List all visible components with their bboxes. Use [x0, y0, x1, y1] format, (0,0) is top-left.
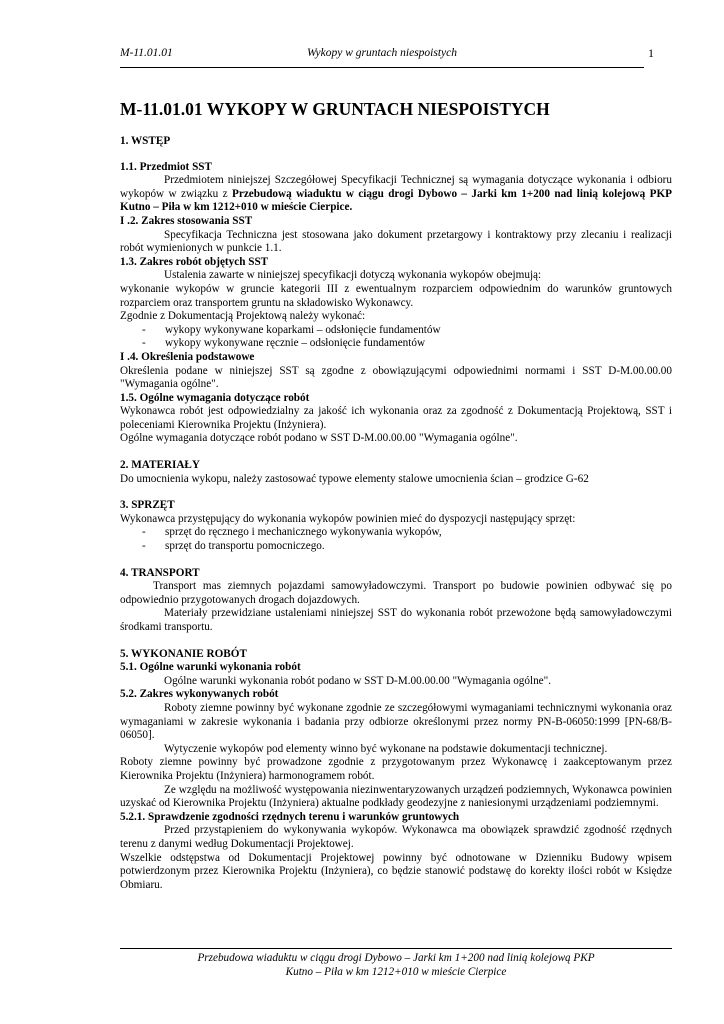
section-heading: 2. MATERIAŁY — [120, 459, 200, 472]
document-title: M-11.01.01 WYKOPY W GRUNTACH NIESPOISTYCH — [120, 99, 550, 119]
list-item-text: wykopy wykonywane ręcznie – odsłonięcie fundamentów — [165, 337, 426, 350]
subsection-heading: I .4. Określenia podstawowe — [120, 350, 255, 363]
page-number: 1 — [648, 46, 654, 60]
footer-line: Kutno – Piła w km 1212+010 w mieście Cierpice — [285, 966, 507, 978]
paragraph: Przed przystąpieniem do wykonywania wykopów. Wykonawca ma obowiązek sprawdzić zgodność rzędnych terenu z danymi według Dokumentacji Projektowej. — [120, 824, 672, 850]
paragraph: Określenia podane w niniejszej SST są zgodne z obowiązującymi odpowiednimi normami i SST D-M.00.00.00 "Wymagania ogólne". — [120, 364, 672, 391]
paragraph: Roboty ziemne powinny być prowadzone zgodnie z przygotowanym przez Wykonawcę i zaakceptowanym przez Kierownika Projektu (Inżyniera) harmonogramem robót. — [120, 756, 672, 782]
section-heading: 3. SPRZĘT — [120, 499, 175, 512]
paragraph: Materiały przewidziane ustaleniami niniejszej SST do wykonania robót przewożone będą samowyładowczymi środkami transportu. — [120, 607, 672, 633]
subsection-heading: 1.1. Przedmiot SST — [120, 160, 212, 173]
list-item: - wykopy wykonywane koparkami – odsłonięcie fundamentów — [142, 323, 441, 336]
list-item-text: sprzęt do transportu pomocniczego. — [165, 540, 325, 553]
paragraph: Do umocnienia wykopu, należy zastosować typowe elementy stalowe umocnienia ścian – grodzice G-62 — [120, 472, 589, 485]
list-item: - sprzęt do transportu pomocniczego. — [142, 540, 325, 553]
document-body — [120, 98, 672, 892]
list-item-text: wykopy wykonywane koparkami – odsłonięcie fundamentów — [165, 323, 441, 336]
list-item: - wykopy wykonywane ręcznie – odsłonięcie fundamentów — [142, 337, 426, 350]
paragraph: Wykonawca przystępujący do wykonania wykopów powinien mieć do dyspozycji następujący sprzęt: — [120, 512, 576, 525]
subsection-heading: 5.2. Zakres wykonywanych robót — [120, 688, 279, 701]
header-code: M-11.01.01 — [120, 47, 173, 59]
section-heading: 5. WYKONANIE ROBÓT — [120, 647, 247, 660]
page-footer — [120, 951, 672, 979]
footer-line: Przebudowa wiaduktu w ciągu drogi Dybowo – Jarki km 1+200 nad linią kolejową PKP — [197, 952, 595, 964]
paragraph-text: Przedmiotem niniejszej Szczegółowej Specyfikacji Technicznej są wymagania dotyczące wykonania i odbioru wykopów w związku z — [120, 174, 672, 200]
footer-rule — [120, 948, 672, 949]
paragraph: Ogólne wymagania dotyczące robót podano w SST D-M.00.00.00 "Wymagania ogólne". — [120, 432, 518, 445]
subsection-heading: 5.2.1. Sprawdzenie zgodności rzędnych terenu i warunków gruntowych — [120, 810, 460, 823]
header-title: Wykopy w gruntach niespoistych — [306, 47, 457, 59]
list-item: - sprzęt do ręcznego i mechanicznego wykonywania wykopów, — [142, 526, 442, 539]
subsection-heading: 1.3. Zakres robót objętych SST — [120, 255, 269, 268]
paragraph: Ogólne warunki wykonania robót podano w SST D-M.00.00.00 "Wymagania ogólne". — [164, 674, 552, 687]
paragraph: Wszelkie odstępstwa od Dokumentacji Projektowej powinny być odnotowane w Dzienniku Budowy wpisem potwierdzonym przez Kierownika Projektu (Inżyniera), co będzie stanowić podstawę do korekty ilości robót w Księdze Obmiaru. — [120, 851, 672, 891]
paragraph-bold-text: Przebudową wiaduktu w ciągu drogi Dybowo – Jarki km 1+200 nad linią kolejową PKP Kutno – Piła w km 1212+010 w mieście Cierpice. — [120, 187, 672, 214]
paragraph: Ustalenia zawarte w niniejszej specyfikacji dotyczą wykonania wykopów obejmują: — [164, 269, 542, 282]
paragraph: Transport mas ziemnych pojazdami samowyładowczymi. Transport po budowie powinien odbywać się po odpowiednio przygotowanych drogach dojazdowych. — [120, 580, 672, 606]
section-heading: 1. WSTĘP — [120, 135, 171, 147]
header-rule — [120, 67, 644, 68]
subsection-heading: 1.5. Ogólne wymagania dotyczące robót — [120, 391, 310, 404]
list-item-text: sprzęt do ręcznego i mechanicznego wykonywania wykopów, — [165, 526, 442, 539]
paragraph: Specyfikacja Techniczna jest stosowana jako dokument przetargowy i kontraktowy przy zlecaniu i realizacji robót wymienionych w punkcie 1.1. — [120, 228, 672, 255]
paragraph: Zgodnie z Dokumentacją Projektową należy wykonać: — [120, 310, 366, 323]
paragraph: wykonanie wykopów w gruncie kategorii III z ewentualnym rozparciem odpowiednim do warunków gruntowych rozparciem oraz transportem gruntu na składowisko Wykonawcy. — [120, 282, 672, 309]
subsection-heading: 5.1. Ogólne warunki wykonania robót — [120, 661, 301, 674]
page-header — [120, 47, 644, 65]
subsection-heading: I .2. Zakres stosowania SST — [120, 214, 253, 227]
paragraph: Wytyczenie wykopów pod elementy winno być wykonane na podstawie dokumentacji technicznej. — [164, 742, 608, 755]
section-heading: 4. TRANSPORT — [120, 566, 200, 579]
paragraph: Roboty ziemne powinny być wykonane zgodnie ze szczegółowymi wymaganiami technicznymi wykonania oraz wymaganiami w zakresie wykonania i badania przy odbiorze określonymi przez normy PN-B-06050:1999 [PN-68/B-06050]. — [120, 701, 672, 742]
paragraph: Wykonawca robót jest odpowiedzialny za jakość ich wykonania oraz za zgodność z Dokumentacją Projektową, SST i poleceniami Kierownika Projektu (Inżyniera). — [120, 405, 672, 431]
paragraph: Ze względu na możliwość występowania niezinwentaryzowanych urządzeń podziemnych, Wykonawca powinien uzyskać od Kierownika Projektu (Inżyniera) aktualne podkłady geodezyjne z naniesionymi urządzeniami podziemnymi. — [120, 783, 672, 810]
paragraph — [120, 174, 672, 215]
